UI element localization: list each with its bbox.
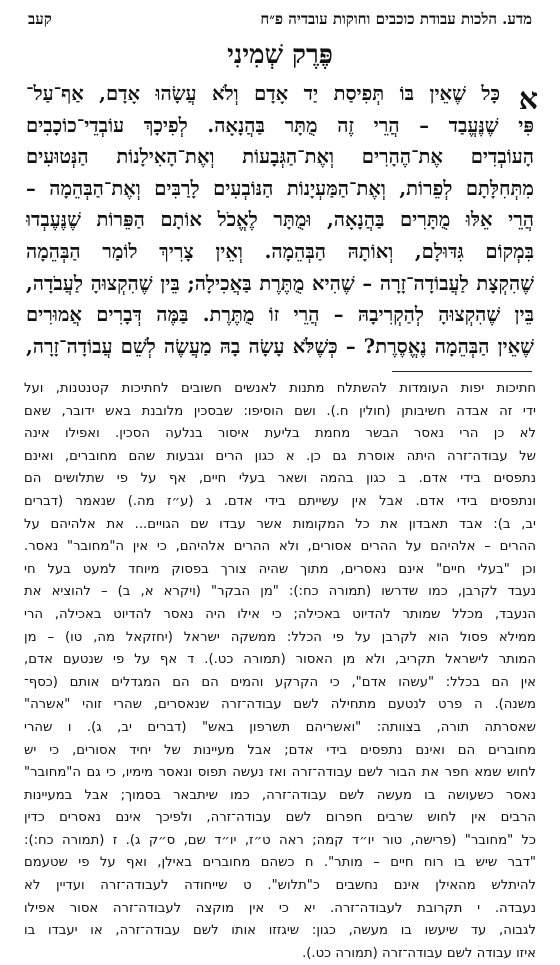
note-line: "דבר שיש בו רוח חיים – מותר". ח כשהם מחוברים באילן, ואף על פי שטעמם xyxy=(24,855,536,871)
main-text-line: כָּל שֶׁאֵין בּוֹ תְּפִיסַת יַד אָדָם וְלֹא עֲשָׂהוּ אָדָם, אַף־עַל־ xyxy=(26,82,500,105)
footnote-divider xyxy=(392,371,532,372)
main-text-line: בִּמְקוֹם גִּדּוּלָם, וְאוֹתָהּ הַבְּהֵמָה. וְאֵין צָרִיךְ לוֹמַר הַבְּהֵמָה xyxy=(26,239,534,263)
main-text xyxy=(26,78,534,362)
main-text-line: בֵּין שֶׁהִקְצוּהָ לְהַקְרִיבָהּ – הֲרֵי זוֹ מֻתֶּרֶת. בַּמֶּה דְּבָרִים אֲמוּרִים xyxy=(26,303,534,327)
chapter-title: פֶּרֶק שְׁמִינִי xyxy=(227,40,333,70)
note-line: אין הם בכלל: "עשהו אדם", כי הקרקע והמים הם הם המגדלים אותם (כסף־ xyxy=(24,674,536,690)
note-line: ונתפסים בידי אדם. אבל אין עשייתם בידי אדם. ג (ע״ז מה.) שנאמר (דברים xyxy=(24,493,536,509)
note-line: נעבדה. י תקרובת לעבודה־זרה. יא כי אין מוקצה לעבודה־זרה אסור אפילו xyxy=(24,900,536,916)
note-line: הנעבד, מכלל שמותר להדיוט באכילה; כי אילו היה נאסר להדיוט באכילה, הרי xyxy=(24,606,536,622)
note-line: נתפסים בידי אדם. ב כגון בהמה ושאר בעלי חיים, אף על פי שתלושים הם xyxy=(24,471,536,487)
main-text-line: מִתְּחִלָּתָם לְפֵרוֹת, וְאֶת־הַמַּעְיָנוֹת הַנּוֹבְעִים לָרַבִּים וְאֶת־הַבְּהֵמָה – xyxy=(26,176,534,200)
main-text-line: שֶׁהִקְצָת לַעֲבוֹדָה־זָרָה – שֶׁהִיא מֻתֶּרֶת בַּאֲכִילָה; בֵּין שֶׁהִקְצוּהָ לַעֲבֹדָה, xyxy=(26,271,534,295)
note-line: נאסר כשעושה בו מעשה לשם עבודה־זרה, כמו שיתבאר בסמוך; אבל במעיינות xyxy=(24,787,536,803)
note-line: יב, ב): אבד תאבדון את כל המקומות אשר עבדו שם הגויים... את אלהיהם על xyxy=(24,516,536,532)
note-line: ההרים – אלהיהם על ההרים אסורים, ולא ההרים אלהיהם, כי אין ה"מחובר" נאסר. xyxy=(24,539,536,555)
note-line: ידי זה אבדה חשיבותן (חולין ח.). ושם הוסיפו: שבסכין מלובנת באש ידובר, שאם xyxy=(24,403,536,419)
note-line: הרבים אין לחוש שרבים חפרום לשם עבודה־זרה, ולפיכך אינם נאסרים כדין xyxy=(24,810,536,826)
note-line: של עבודה־זרה היתה אוסרת גם כן. א כגון הרים וגבעות שהם מחוברים, ואינם xyxy=(24,448,536,464)
note-line: לחוש שמא חפר את הבור לשם עבודה־זרה ואז נעשה תפוס ונאסר מימיו, כי גם ה"מחובר" xyxy=(24,765,536,781)
main-text-line: הָעוֹבְדִים אֶת־הֶהָרִים וְאֶת־הַגְּבָעוֹת וְאֶת־הָאִילָנוֹת הַנְּטוּעִים xyxy=(26,145,534,169)
main-text-line: שֶׁאֵין הַבְּהֵמָה נֶאֱסֶרֶת? – כְּשֶׁלֹּא עָשָׂה בָהּ מַעֲשֶׂה לְשֵׁם עֲבוֹדָה־זָרָה, xyxy=(26,334,534,358)
commentary-notes xyxy=(24,378,536,965)
main-text-line: הֲרֵי אֵלּוּ מֻתָּרִים בַּהֲנָאָה, וּמֻתָּר לֶאֱכֹל אוֹתָם הַפֵּרוֹת שֶׁנֶּעֶבְדוּ xyxy=(26,208,534,232)
note-line: איזו עבודה לשם עבודה־זרה (תמורה כט.). xyxy=(302,945,536,961)
note-line: וכן "בעלי חיים" אינם נאסרים, מתוך שהיה צורך בפסוק מיוחד למעט בעל חי xyxy=(24,561,536,577)
note-line: נעבד לקרבן, כמו שדרשו (תמורה כח:): "מן הבקר" (ויקרא א, ב) – להוציא את xyxy=(24,584,536,600)
running-header xyxy=(28,10,532,34)
running-title: מדע. הלכות עבודת כוכבים וחוקות עובדיה פ״ח xyxy=(260,10,532,28)
note-line: המותר לישראל תקריב, ולא מן האסור (תמורה כט.). ד אף על פי שנטעם אדם, xyxy=(24,652,536,668)
main-text-line: פִּי שֶׁנֶּעֱבַד – הֲרֵי זֶה מֻתָּר בַּהֲנָאָה. לְפִיכָךְ עוֹבְדֵי־כוֹכָבִים xyxy=(26,113,534,137)
note-line: חתיכות יפות העומדות להשתלח מתנות לאנשים חשובים לחתיכות קטנטנות, ועל xyxy=(24,381,536,396)
note-line: כל "מחובר" (פרישה, טור יו״ד קמה; ראה ט״ז, יו״ד שם, ס״ק ג). ז (תמורה כח:): xyxy=(24,832,536,848)
note-line: לגבוה, עד שיעשו בו מעשה, כגון: שיגזזו אותו לשם עבודה־זרה, או יעבדו בו xyxy=(24,923,536,939)
note-line: להיתלש מהאילן אינם נחשבים כ"תלוש". ט שייחודה לעבודה־זרה ועדיין לא xyxy=(24,878,536,894)
note-line: שאסרתה תורה, בצוותה: "ואשריהם תשרפון באש" (דברים יב, ג). ו שהרי xyxy=(24,719,536,735)
note-line: משנה). ה פרט לנטעם מתחילה לשם עבודה־זרה שנאסרים, שהרי זוהי "אשרה" xyxy=(24,697,536,713)
note-line: לא כן הרי נאסר הבשר מחמת בליעת איסור בנלעה הסכין. ואפילו אינה xyxy=(24,426,536,442)
note-line: ממילא פסול הוא לקרבן על פי הכלל: ממשקה ישראל (יחזקאל מה, טו) – מן xyxy=(24,629,536,645)
note-line: מחוברים הם ואינם נתפסים בידי אדם; אבל מעיינות של יחיד אסורים, כי יש xyxy=(24,742,536,758)
halakha-number: א xyxy=(518,82,538,117)
page-number: קעב xyxy=(28,10,52,28)
